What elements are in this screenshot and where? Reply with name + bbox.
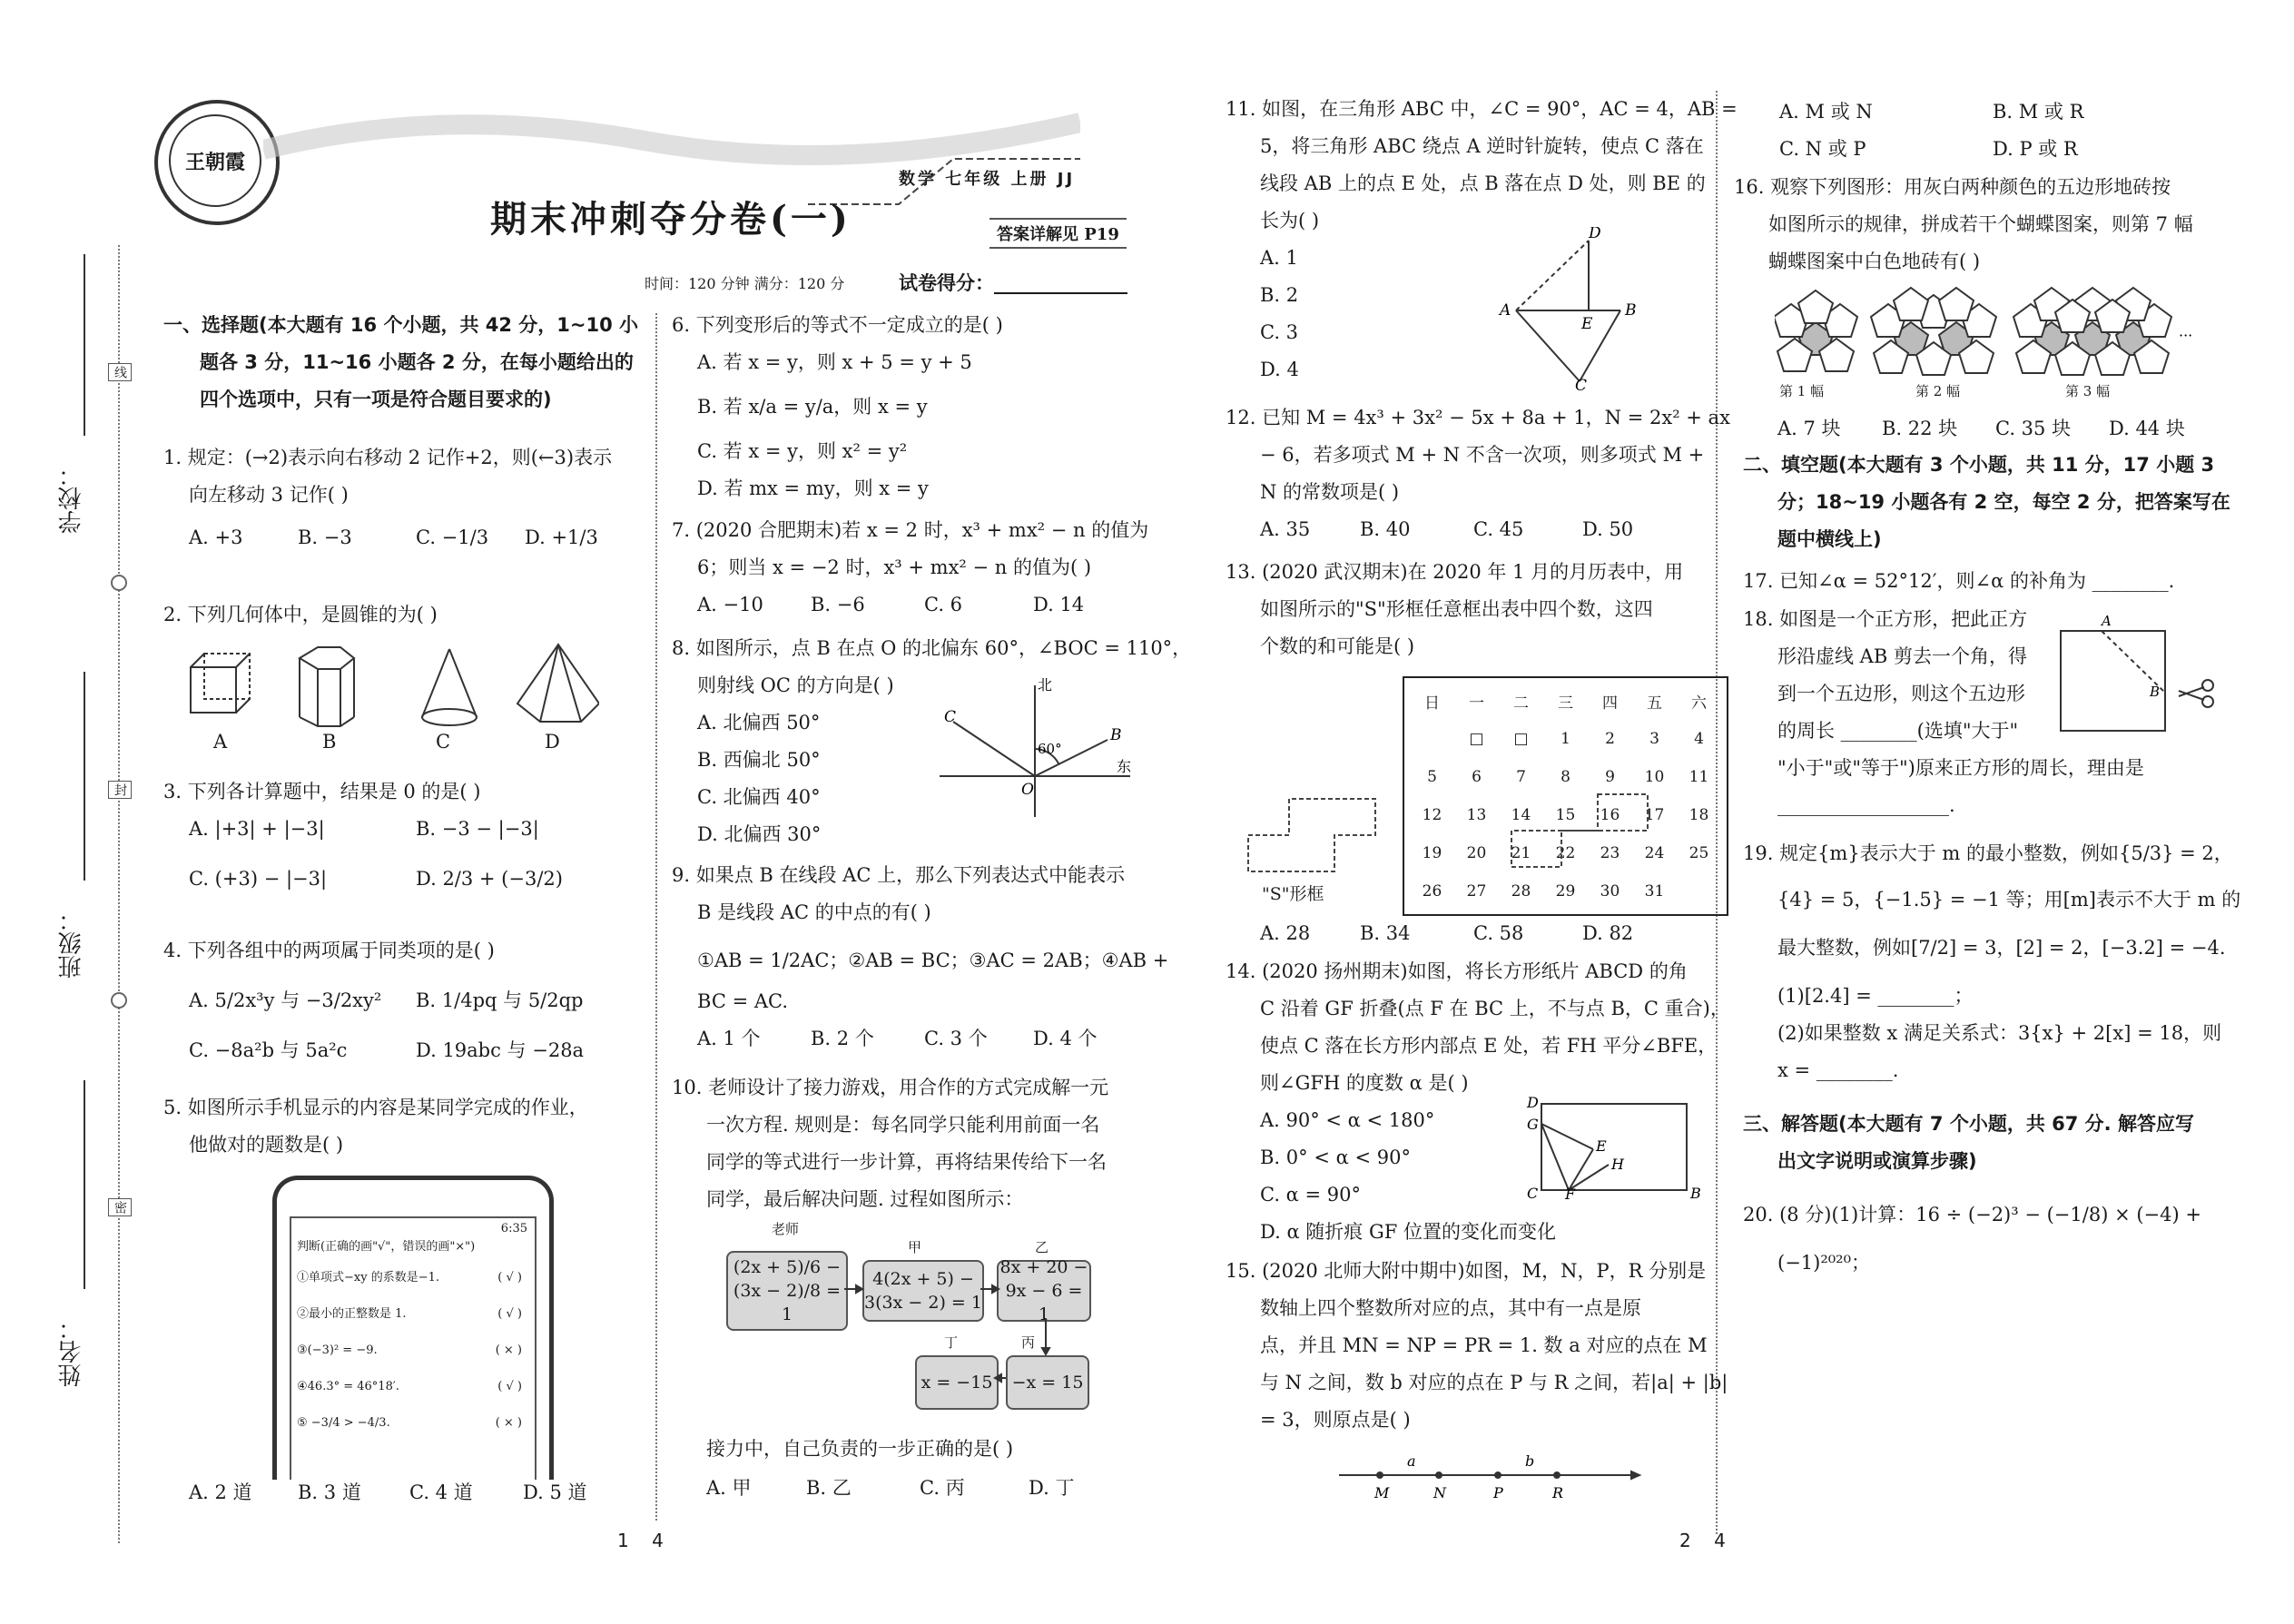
- page-number-right: 2 4: [1679, 1530, 1726, 1551]
- phone-screen: [290, 1216, 537, 1480]
- label-jia: 甲: [908, 1239, 922, 1255]
- section-2-header: [1743, 447, 2230, 558]
- q10-tail: [706, 1431, 1074, 1507]
- q12-stem: 12. 已知 M = 4x³ + 3x² − 5x + 8a + 1，N = 2x² + ax: [1226, 407, 1730, 428]
- q3-option-d[interactable]: D. 2/3 + (−3/2): [416, 868, 563, 890]
- question-10: [672, 1069, 1108, 1218]
- q13-stem: 13. (2020 武汉期末)在 2020 年 1 月的月历表中，用: [1226, 561, 1684, 583]
- q5-option-d[interactable]: D. 5 道: [523, 1481, 587, 1503]
- point-c-label: C: [944, 708, 957, 726]
- svg-text:P: P: [1493, 1484, 1503, 1501]
- q12-stem2: − 6，若多项式 M + N 不含一次项，则多项式 M +: [1260, 444, 1705, 466]
- binding-mark-feng: 封: [108, 781, 132, 799]
- q7-option-d[interactable]: D. 14: [1033, 594, 1085, 615]
- calendar-cell: 25: [1689, 844, 1709, 862]
- q14-stem: 14. (2020 扬州期末)如图，将长方形纸片 ABCD 的角: [1226, 960, 1688, 982]
- calendar-row: [1410, 682, 1721, 720]
- relay-box-yi: 8x + 20 − 9x − 6 = 1: [997, 1260, 1091, 1322]
- q11-option-a[interactable]: A. 1: [1260, 247, 1298, 269]
- q16-option-a[interactable]: A. 7 块: [1777, 418, 1841, 439]
- question-13: [1226, 554, 1683, 665]
- q5-stem2: 他做对的题数是( ): [189, 1134, 344, 1156]
- q8-option-b[interactable]: B. 西偏北 50°: [697, 749, 821, 771]
- q18-stem5: "小于"或"等于")原来正方形的周长，理由是: [1777, 757, 2144, 779]
- question-12: [1226, 399, 1730, 548]
- svg-text:G: G: [1527, 1116, 1539, 1133]
- svg-text:B: B: [1690, 1185, 1701, 1201]
- calendar-cell: 日: [1424, 694, 1440, 713]
- s-frame-label: "S"形框: [1262, 884, 1324, 904]
- section-3-line2: 出文字说明或演算步骤): [1777, 1150, 1977, 1172]
- q8-option-d[interactable]: D. 北偏西 30°: [697, 823, 822, 845]
- calendar-cell: 4: [1694, 730, 1704, 748]
- question-19: [1743, 835, 2240, 1089]
- q16-stem: 16. 观察下列图形：用灰白两种颜色的五边形地砖按: [1734, 176, 2171, 198]
- q1-stem2: 向左移动 3 记作( ): [189, 484, 349, 506]
- score-label: 试卷得分：______________: [899, 271, 1127, 294]
- q3-option-c[interactable]: C. (+3) − |−3|: [189, 868, 328, 890]
- binding-mark-xian: 线: [108, 363, 132, 381]
- q7-option-c[interactable]: C. 6: [924, 594, 963, 615]
- q8-stem: 8. 如图所示，点 B 在点 O 的北偏东 60°，∠BOC = 110°，: [672, 637, 1192, 659]
- calendar-cell: 1: [1561, 730, 1570, 748]
- q4-option-b[interactable]: B. 1/4pq 与 5/2qp: [416, 989, 584, 1011]
- question-2: [163, 596, 438, 634]
- q9-stem2: B 是线段 AC 的中点的有( ): [697, 901, 931, 923]
- calendar-cell: 3: [1649, 730, 1659, 748]
- north-label: 北: [1038, 676, 1053, 694]
- question-15: [1226, 1253, 1728, 1439]
- relay-box-teacher: (2x + 5)/6 − (3x − 2)/8 = 1: [726, 1251, 848, 1331]
- q6-option-b[interactable]: B. 若 x/a = y/a，则 x = y: [697, 396, 928, 418]
- section-1-line3: 四个选项中，只有一项是符合题目要求的): [200, 389, 552, 410]
- svg-text:A: A: [2102, 613, 2112, 629]
- svg-text:E: E: [1596, 1137, 1607, 1155]
- svg-text:B: B: [2150, 684, 2161, 700]
- q9-option-a[interactable]: A. 1 个: [697, 1028, 761, 1049]
- binding-line: [118, 245, 120, 1543]
- east-label: 东: [1117, 758, 1132, 775]
- q4-option-d[interactable]: D. 19abc 与 −28a: [416, 1039, 585, 1061]
- q12-option-d[interactable]: D. 50: [1582, 518, 1634, 540]
- calendar-cell: 15: [1555, 806, 1576, 824]
- svg-text:a: a: [1407, 1452, 1416, 1470]
- q18-stem: 18. 如图是一个正方形，把此正方: [1743, 608, 2028, 630]
- binding-school: 学校：: [58, 463, 85, 534]
- binding-class: 班级：: [58, 908, 85, 979]
- q16-butterfly-figure: [1775, 286, 2201, 390]
- logo: [154, 100, 280, 225]
- q1-stem: 1. 规定：(→2)表示向右移动 2 记作+2，则(←3)表示: [163, 447, 613, 468]
- q10-option-c[interactable]: C. 丙: [920, 1477, 965, 1499]
- q15-option-b[interactable]: B. M 或 R: [1993, 101, 2084, 123]
- calendar-cell: 18: [1689, 806, 1709, 824]
- q9-stem4: BC = AC.: [697, 990, 788, 1012]
- q10-stem5: 接力中，自己负责的一步正确的是( ): [706, 1438, 1014, 1460]
- q5-option-c[interactable]: C. 4 道: [409, 1481, 473, 1503]
- binding-mark-mi: 密: [108, 1198, 132, 1216]
- calendar-cell: 28: [1511, 882, 1531, 901]
- logo-text: 王朝霞: [169, 114, 261, 207]
- page-title: 期末冲刺夺分卷(一): [490, 198, 852, 241]
- svg-text:···: ···: [2179, 327, 2193, 344]
- subject-tag: 数学 七年级 上册 JJ: [899, 170, 1076, 189]
- page-number-left: 1 4: [617, 1530, 664, 1551]
- q16-options: [1777, 410, 2185, 448]
- pyramid-shape: [517, 645, 599, 722]
- q2-option-d[interactable]: D: [545, 731, 560, 753]
- q5-options: [189, 1478, 586, 1505]
- relay-arrows: [844, 1280, 1098, 1389]
- calendar-cell: 27: [1466, 882, 1487, 901]
- phone-time: 6:35: [500, 1222, 527, 1235]
- phone-row-2: ②最小的正整数是 1.: [297, 1307, 407, 1321]
- calendar-cell: 8: [1561, 768, 1570, 786]
- calendar-cell: 12: [1422, 806, 1442, 824]
- section-3-header: [1743, 1106, 2194, 1180]
- label-teacher: 老师: [772, 1221, 800, 1237]
- relay-box-ding: x = −15: [915, 1355, 999, 1410]
- calendar-cell: 五: [1647, 694, 1662, 713]
- answer-ref: 答案详解见 P19: [989, 218, 1127, 249]
- cone-shape: [422, 649, 477, 717]
- q15-stem2: 数轴上四个整数所对应的点，其中有一点是原: [1260, 1297, 1641, 1319]
- calendar-cell: 11: [1689, 768, 1709, 786]
- label-yi: 乙: [1035, 1239, 1049, 1255]
- q11-stem2: 5，将三角形 ABC 绕点 A 逆时针旋转，使点 C 落在: [1260, 135, 1704, 157]
- q14-option-c[interactable]: C. α = 90°: [1260, 1184, 1362, 1206]
- q7-stem2: 6；则当 x = −2 时，x³ + mx² − n 的值为( ): [697, 556, 1092, 578]
- calendar-s-highlight: [1507, 790, 1652, 871]
- q1-option-d[interactable]: D. +1/3: [525, 527, 598, 548]
- q10-option-b[interactable]: B. 乙: [806, 1477, 852, 1499]
- q18-stem4: 的周长 ________(选填"大于": [1777, 720, 2019, 742]
- q14-stem4: 则∠GFH 的度数 α 是( ): [1260, 1072, 1469, 1094]
- q18-stem6[interactable]: __________________.: [1777, 794, 1955, 816]
- q15-option-a[interactable]: A. M 或 N: [1779, 101, 1873, 123]
- q8-stem2: 则射线 OC 的方向是( ): [697, 674, 894, 696]
- svg-text:D: D: [1589, 227, 1601, 242]
- svg-text:R: R: [1552, 1484, 1564, 1501]
- q16-option-d[interactable]: D. 44 块: [2109, 418, 2185, 439]
- section-1-header: [163, 307, 638, 418]
- q13-options: [1260, 915, 1633, 952]
- point-b-label: B: [1110, 726, 1122, 744]
- calendar-cell: 10: [1644, 768, 1665, 786]
- question-3: [163, 773, 563, 898]
- q15-stem3: 点，并且 MN = NP = PR = 1. 数 a 对应的点在 M: [1260, 1334, 1708, 1356]
- calendar-cell: 7: [1516, 768, 1526, 786]
- exam-time: 时间：120 分钟 满分：120 分: [645, 275, 845, 292]
- phone-mark-5: ( × ): [495, 1416, 522, 1430]
- q18-square-figure: [2052, 613, 2224, 735]
- calendar-cell: □: [1513, 730, 1529, 748]
- calendar-cell: 29: [1555, 882, 1576, 901]
- q2-option-a[interactable]: A: [213, 731, 228, 753]
- calendar-cell: 一: [1469, 694, 1484, 713]
- calendar-cell: 19: [1422, 844, 1442, 862]
- q14-option-d[interactable]: D. α 随折痕 GF 位置的变化而变化: [1260, 1221, 1556, 1243]
- q3-option-a[interactable]: A. |+3| + |−3|: [189, 818, 325, 840]
- q9-option-b[interactable]: B. 2 个: [811, 1028, 874, 1049]
- q15-options: [1779, 94, 2083, 168]
- label-ding: 丁: [944, 1334, 959, 1351]
- q19-stem2: {4} = 5，{−1.5} = −1 等；用[m]表示不大于 m 的: [1777, 889, 2241, 910]
- calendar-row: [1410, 720, 1721, 758]
- q6-stem: 6. 下列变形后的等式不一定成立的是( ): [672, 314, 1003, 336]
- q13-stem2: 如图所示的"S"形框任意框出表中四个数，这四: [1260, 598, 1653, 620]
- q19-stem3: 最大整数，例如[7/2] = 3，[2] = 2，[−3.2] = −4.: [1777, 937, 2226, 959]
- q4-option-a[interactable]: A. 5/2x³y 与 −3/2xy²: [189, 989, 382, 1011]
- q6-option-d[interactable]: D. 若 mx = my，则 x = y: [697, 477, 929, 499]
- question-11: [1226, 91, 1738, 389]
- q19-stem6[interactable]: x = ________.: [1777, 1059, 1899, 1081]
- q13-option-c[interactable]: C. 58: [1473, 922, 1524, 944]
- q18-stem3: 到一个五边形，则这个五边形: [1777, 683, 2025, 704]
- calendar-cell: [1677, 872, 1721, 910]
- fig-2-label: 第 2 幅: [1915, 383, 1961, 399]
- q10-option-d[interactable]: D. 丁: [1029, 1477, 1075, 1499]
- question-17: [1743, 563, 2174, 600]
- q8-option-c[interactable]: C. 北偏西 40°: [697, 786, 821, 808]
- q10-stem2: 一次方程. 规则是：每名同学只能利用前面一名: [706, 1114, 1100, 1136]
- question-20: [1743, 1196, 2201, 1282]
- calendar-cell: 14: [1511, 806, 1531, 824]
- q19-stem5: (2)如果整数 x 满足关系式：3{x} + 2[x] = 18，则: [1777, 1022, 2222, 1044]
- q11-option-b[interactable]: B. 2: [1260, 284, 1299, 306]
- svg-text:A: A: [1500, 301, 1511, 320]
- q14-rectangle-figure: [1525, 1097, 1707, 1201]
- phone-row-4: ④46.3° = 46°18′.: [297, 1380, 399, 1393]
- q5-option-a[interactable]: A. 2 道: [189, 1481, 252, 1503]
- section-2-line3: 题中横线上): [1777, 528, 1882, 550]
- phone-mark-2: ( √ ): [497, 1307, 522, 1321]
- binding-name: 姓名：: [58, 1316, 85, 1387]
- phone-mark-3: ( × ): [495, 1343, 522, 1357]
- angle-label: 60°: [1038, 741, 1062, 757]
- section-2-line1: 二、填空题(本大题有 3 个小题，共 11 分，17 小题 3: [1743, 454, 2215, 476]
- q19-stem: 19. 规定{m}表示大于 m 的最小整数，例如{5/3} = 2，: [1743, 842, 2233, 864]
- phone-row-5: ⑤ −3/4 > −4/3.: [297, 1416, 390, 1430]
- q9-option-d[interactable]: D. 4 个: [1033, 1028, 1098, 1049]
- cube-shape: [191, 667, 236, 713]
- q14-option-b[interactable]: B. 0° < α < 90°: [1260, 1147, 1411, 1168]
- q10-stem: 10. 老师设计了接力游戏，用合作的方式完成解一元: [672, 1077, 1109, 1098]
- q11-option-c[interactable]: C. 3: [1260, 321, 1299, 343]
- phone-header: 判断(正确的画"√"，错误的画"×"): [297, 1240, 476, 1254]
- q3-option-b[interactable]: B. −3 − |−3|: [416, 818, 539, 840]
- calendar-cell: 六: [1691, 694, 1707, 713]
- number-line-figure: [1334, 1452, 1643, 1507]
- q2-option-b[interactable]: B: [322, 731, 337, 753]
- q15-option-c[interactable]: C. N 或 P: [1779, 138, 1866, 160]
- q4-option-c[interactable]: C. −8a²b 与 5a²c: [189, 1039, 348, 1061]
- q15-stem: 15. (2020 北师大附中期中)如图，M，N，P，R 分别是: [1226, 1260, 1707, 1282]
- q3-stem: 3. 下列各计算题中，结果是 0 的是( ): [163, 781, 481, 802]
- section-1-line1: 一、选择题(本大题有 16 个小题，共 42 分，1~10 小: [163, 314, 639, 336]
- svg-text:C: C: [1527, 1185, 1539, 1201]
- calendar-cell: 三: [1558, 694, 1573, 713]
- label-bing: 丙: [1021, 1334, 1036, 1351]
- q16-option-c[interactable]: C. 35 块: [1995, 418, 2072, 439]
- phone-figure: [272, 1176, 554, 1480]
- q14-stem3: 使点 C 落在长方形内部点 E 处，若 FH 平分∠BFE，: [1260, 1035, 1718, 1057]
- svg-text:E: E: [1581, 315, 1593, 333]
- calendar-cell: 26: [1422, 882, 1442, 901]
- q15-stem5: = 3，则原点是( ): [1260, 1409, 1411, 1431]
- q17-stem: 17. 已知∠α = 52°12′，则∠α 的补角为 ________.: [1743, 570, 2175, 592]
- q1-option-b[interactable]: B. −3: [298, 527, 352, 548]
- calendar-cell: 17: [1644, 806, 1665, 824]
- q13-option-d[interactable]: D. 82: [1582, 922, 1634, 944]
- q7-stem: 7. (2020 合肥期末)若 x = 2 时，x³ + mx² − n 的值为: [672, 519, 1149, 541]
- calendar-cell: □: [1469, 730, 1484, 748]
- q5-stem: 5. 如图所示手机显示的内容是某同学完成的作业，: [163, 1097, 588, 1118]
- q12-option-c[interactable]: C. 45: [1473, 518, 1524, 540]
- calendar-cell: 四: [1602, 694, 1618, 713]
- q13-option-b[interactable]: B. 34: [1360, 922, 1411, 944]
- calendar-cell: 2: [1605, 730, 1615, 748]
- q12-option-b[interactable]: B. 40: [1360, 518, 1411, 540]
- q7-option-a[interactable]: A. −10: [697, 594, 763, 615]
- q2-stem: 2. 下列几何体中，是圆锥的为( ): [163, 604, 438, 625]
- q6-option-a[interactable]: A. 若 x = y，则 x + 5 = y + 5: [697, 351, 972, 373]
- q13-stem3: 个数的和可能是( ): [1260, 635, 1415, 657]
- question-4: [163, 932, 584, 1069]
- q10-option-a[interactable]: A. 甲: [706, 1477, 752, 1499]
- q11-triangle-figure: [1489, 227, 1652, 390]
- calendar-cell: 21: [1511, 844, 1531, 862]
- svg-text:H: H: [1611, 1156, 1624, 1173]
- question-5: [163, 1089, 588, 1164]
- calendar-cell: 二: [1513, 694, 1529, 713]
- q6-option-c[interactable]: C. 若 x = y，则 x² = y²: [697, 440, 908, 462]
- q16-option-b[interactable]: B. 22 块: [1882, 418, 1958, 439]
- relay-box-jia: 4(2x + 5) − 3(3x − 2) = 1: [862, 1260, 984, 1322]
- calendar-cell: 5: [1427, 768, 1437, 786]
- phone-row-1: ①单项式−xy 的系数是−1.: [297, 1271, 439, 1284]
- q20-stem: 20. (8 分)(1)计算：16 ÷ (−2)³ − (−1/8) × (−4) +: [1743, 1204, 2201, 1225]
- phone-mark-4: ( √ ): [497, 1380, 522, 1393]
- q1-option-c[interactable]: C. −1/3: [416, 527, 489, 548]
- svg-text:C: C: [1575, 377, 1588, 390]
- q13-option-a[interactable]: A. 28: [1260, 922, 1311, 944]
- svg-text:F: F: [1565, 1186, 1576, 1201]
- calendar-cell: 24: [1644, 844, 1665, 862]
- binding-hole: [111, 575, 127, 591]
- svg-text:b: b: [1525, 1452, 1535, 1470]
- fig-3-label: 第 3 幅: [2065, 383, 2111, 399]
- q11-stem3: 线段 AB 上的点 E 处，点 B 落在点 D 处，则 BE 的: [1260, 172, 1706, 194]
- question-1: [163, 439, 615, 556]
- q11-stem: 11. 如图，在三角形 ABC 中，∠C = 90°，AC = 4，AB =: [1226, 98, 1738, 120]
- q4-stem: 4. 下列各组中的两项属于同类项的是( ): [163, 940, 495, 961]
- question-16: [1734, 169, 2193, 281]
- relay-box-bing: −x = 15: [1006, 1355, 1089, 1410]
- phone-row-3: ③(−3)² = −9.: [297, 1343, 378, 1357]
- q9-option-c[interactable]: C. 3 个: [924, 1028, 988, 1049]
- q10-stem4: 同学，最后解决问题. 过程如图所示：: [706, 1188, 1024, 1210]
- calendar-cell: 22: [1555, 844, 1576, 862]
- svg-text:N: N: [1433, 1484, 1446, 1501]
- column-divider: [655, 313, 657, 1521]
- q5-option-b[interactable]: B. 3 道: [298, 1481, 361, 1503]
- phone-mark-1: ( √ ): [497, 1271, 522, 1284]
- q8-compass-figure: [935, 676, 1135, 822]
- svg-text:B: B: [1625, 301, 1637, 320]
- q11-option-d[interactable]: D. 4: [1260, 359, 1299, 380]
- calendar-cell: 6: [1472, 768, 1482, 786]
- q19-stem4[interactable]: (1)[2.4] = ________；: [1777, 985, 1974, 1007]
- q2-option-c[interactable]: C: [436, 731, 451, 753]
- calendar-cell: 9: [1605, 768, 1615, 786]
- section-2-line2: 分；18~19 小题各有 2 空，每空 2 分，把答案写在: [1777, 491, 2230, 513]
- q2-options: [213, 731, 560, 753]
- section-1-line2: 题各 3 分，11~16 小题各 2 分，在每小题给出的: [200, 351, 634, 373]
- calendar-cell: 13: [1466, 806, 1487, 824]
- svg-text:D: D: [1527, 1097, 1539, 1111]
- q10-stem3: 同学的等式进行一步计算，再将结果传给下一名: [706, 1151, 1107, 1173]
- q9-stem3: ①AB = 1/2AC；②AB = BC；③AC = 2AB；④AB +: [697, 950, 1169, 971]
- q14-option-a[interactable]: A. 90° < α < 180°: [1260, 1109, 1435, 1131]
- q20-stem2: (−1)²⁰²⁰；: [1777, 1252, 1871, 1274]
- section-3-line1: 三、解答题(本大题有 7 个小题，共 67 分. 解答应写: [1743, 1113, 2194, 1135]
- binding-hole: [111, 992, 127, 1009]
- question-7: [672, 512, 1148, 624]
- calendar-cell: 23: [1600, 844, 1620, 862]
- q12-stem3: N 的常数项是( ): [1260, 481, 1400, 503]
- s-frame-figure: [1244, 794, 1380, 876]
- scissors-icon: [2179, 680, 2213, 707]
- q12-option-a[interactable]: A. 35: [1260, 518, 1311, 540]
- point-o-label: O: [1021, 781, 1034, 799]
- calendar-cell: 20: [1466, 844, 1487, 862]
- q1-option-a[interactable]: A. +3: [189, 527, 243, 548]
- q7-option-b[interactable]: B. −6: [811, 594, 865, 615]
- q18-stem2: 形沿虚线 AB 剪去一个角，得: [1777, 645, 2027, 667]
- binding-class-line: [84, 672, 85, 881]
- q8-option-a[interactable]: A. 北偏西 50°: [697, 712, 821, 733]
- question-6: [672, 307, 1003, 507]
- binding-school-line: [84, 254, 85, 436]
- q2-solids-figure: [182, 640, 599, 735]
- hex-prism-shape: [300, 647, 354, 669]
- question-9: [672, 857, 1168, 1058]
- q16-stem3: 蝴蝶图案中白色地砖有( ): [1768, 251, 1981, 272]
- svg-text:M: M: [1374, 1484, 1390, 1501]
- calendar-cell: 30: [1600, 882, 1620, 901]
- q15-option-d[interactable]: D. P 或 R: [1993, 138, 2078, 160]
- calendar-cell: [1410, 720, 1454, 758]
- calendar-row: [1410, 872, 1721, 910]
- q9-stem: 9. 如果点 B 在线段 AC 上，那么下列表达式中能表示: [672, 864, 1126, 886]
- q11-stem4: 长为( ): [1260, 210, 1320, 231]
- fig-1-label: 第 1 幅: [1779, 383, 1825, 399]
- binding-name-line: [84, 1080, 85, 1289]
- calendar-cell: 31: [1644, 882, 1665, 901]
- q15-stem4: 与 N 之间，数 b 对应的点在 P 与 R 之间，若|a| + |b|: [1260, 1372, 1728, 1393]
- calendar-cell: 16: [1600, 806, 1620, 824]
- q14-stem2: C 沿着 GF 折叠(点 F 在 BC 上，不与点 B，C 重合)，: [1260, 998, 1729, 1019]
- q16-stem2: 如图所示的规律，拼成若干个蝴蝶图案，则第 7 幅: [1768, 213, 2193, 235]
